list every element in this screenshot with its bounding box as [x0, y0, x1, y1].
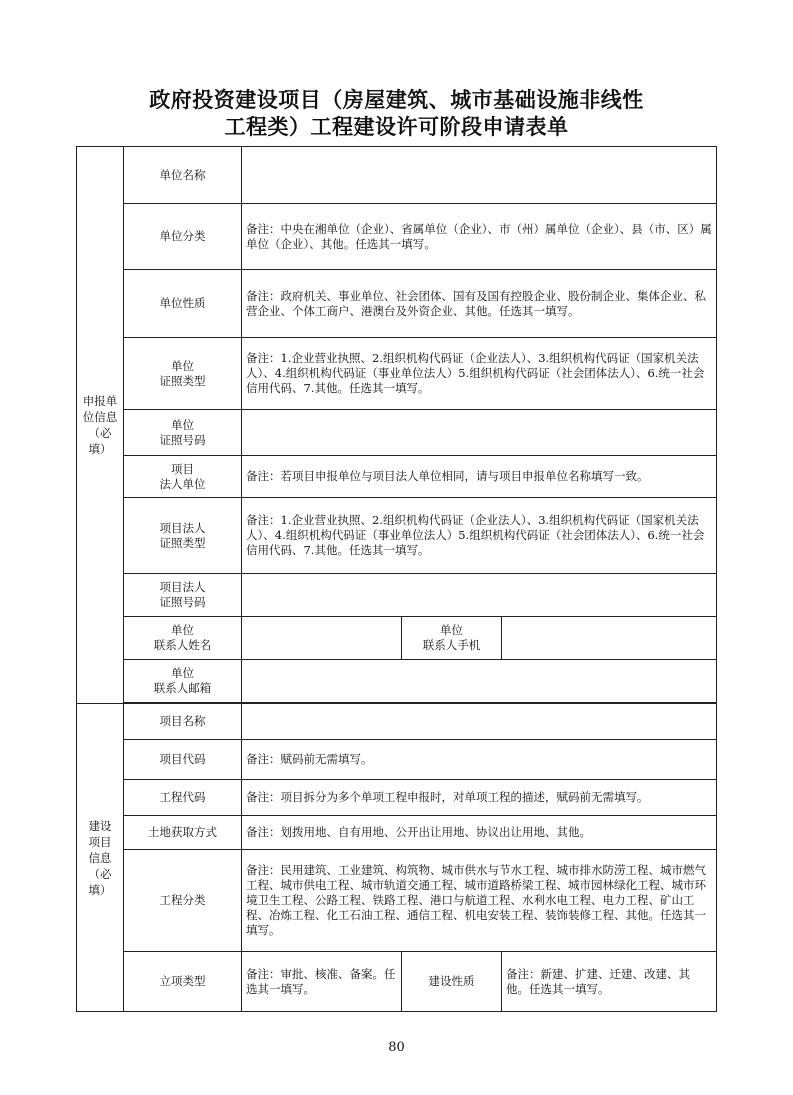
- form-row: [77, 617, 717, 660]
- unit-cert-no-field[interactable]: [242, 410, 717, 456]
- form-row: [77, 456, 717, 498]
- form-row: [77, 816, 717, 850]
- unit-category-label: 单位分类: [124, 204, 242, 270]
- approval-type-note[interactable]: 备注：审批、核准、备案。任选其一填写。: [242, 952, 402, 1012]
- form-row: [77, 660, 717, 703]
- construction-nature-note[interactable]: 备注：新建、扩建、迁建、改建、其他。任选其一填写。: [502, 952, 717, 1012]
- unit-name-label: 单位名称: [124, 147, 242, 204]
- project-legal-unit-label: 项目 法人单位: [124, 456, 242, 498]
- form-row: [77, 204, 717, 270]
- project-code-note[interactable]: 备注：赋码前无需填写。: [242, 740, 717, 780]
- contact-name-label: 单位 联系人姓名: [124, 617, 242, 660]
- unit-category-note[interactable]: 备注：中央在湘单位（企业）、省属单位（企业）、市（州）属单位（企业）、县（市、区）属单位（企业）、其他。任选其一填写。: [242, 204, 717, 270]
- land-method-label: 土地获取方式: [124, 816, 242, 850]
- legal-cert-type-label: 项目法人 证照类型: [124, 498, 242, 574]
- contact-phone-field[interactable]: [502, 617, 717, 660]
- form-row: [77, 410, 717, 456]
- unit-cert-type-note[interactable]: 备注：1.企业营业执照、2.组织机构代码证（企业法人）、3.组织机构代码证（国家机关法人）、4.组织机构代码证（事业单位法人）5.组织机构代码证（社会团体法人）、6.统一社会信用代码、7.其他。任选其一填写。: [242, 338, 717, 410]
- unit-nature-note[interactable]: 备注：政府机关、事业单位、社会团体、国有及国有控股企业、股份制企业、集体企业、私营企业、个体工商户、港澳台及外资企业、其他。任选其一填写。: [242, 270, 717, 338]
- unit-cert-no-label: 单位 证照号码: [124, 410, 242, 456]
- land-method-note[interactable]: 备注：划拨用地、自有用地、公开出让用地、协议出让用地、其他。: [242, 816, 717, 850]
- legal-cert-no-field[interactable]: [242, 574, 717, 617]
- contact-name-field[interactable]: [242, 617, 402, 660]
- form-row: [77, 270, 717, 338]
- project-name-field[interactable]: [242, 704, 717, 740]
- project-code-label: 项目代码: [124, 740, 242, 780]
- unit-nature-label: 单位性质: [124, 270, 242, 338]
- contact-email-field[interactable]: [242, 660, 717, 703]
- page-number: 80: [388, 1040, 405, 1055]
- project-name-label: 项目名称: [124, 704, 242, 740]
- form-title-line1: 政府投资建设项目（房屋建筑、城市基础设施非线性: [149, 87, 644, 112]
- engineering-code-label: 工程代码: [124, 780, 242, 816]
- project-legal-unit-note[interactable]: 备注：若项目申报单位与项目法人单位相同，请与项目申报单位名称填写一致。: [242, 456, 717, 498]
- form-row: [77, 740, 717, 780]
- form-row: [77, 952, 717, 1012]
- form-row: [77, 498, 717, 574]
- legal-cert-no-label: 项目法人 证照号码: [124, 574, 242, 617]
- construction-nature-label: 建设性质: [402, 952, 502, 1012]
- form-row: [77, 850, 717, 952]
- engineering-category-note[interactable]: 备注：民用建筑、工业建筑、构筑物、城市供水与节水工程、城市排水防涝工程、城市燃气工程、城市供电工程、城市轨道交通工程、城市道路桥梁工程、城市园林绿化工程、城市环境卫生工程、公路工程、铁路工程、港口与航道工程、水利水电工程、电力工程、矿山工程、冶炼工程、化工石油工程、通信工程、机电安装工程、装饰装修工程、其他。任选其一填写。: [242, 850, 717, 952]
- contact-phone-label: 单位 联系人手机: [402, 617, 502, 660]
- engineering-category-label: 工程分类: [124, 850, 242, 952]
- approval-type-label: 立项类型: [124, 952, 242, 1012]
- form-row: [77, 338, 717, 410]
- applicant-group-label: 申报单 位信息 （必 填）: [77, 147, 124, 704]
- unit-name-field[interactable]: [242, 147, 717, 204]
- contact-email-label: 单位 联系人邮箱: [124, 660, 242, 703]
- unit-cert-type-label: 单位 证照类型: [124, 338, 242, 410]
- form-row: [77, 780, 717, 816]
- legal-cert-type-note[interactable]: 备注：1.企业营业执照、2.组织机构代码证（企业法人）、3.组织机构代码证（国家机关法人）、4.组织机构代码证（事业单位法人）5.组织机构代码证（社会团体法人）、6.统一社会信用代码、7.其他。任选其一填写。: [242, 498, 717, 574]
- form-row: [77, 574, 717, 617]
- form-title-line2: 工程类）工程建设许可阶段申请表单: [224, 114, 569, 139]
- engineering-code-note[interactable]: 备注：项目拆分为多个单项工程申报时，对单项工程的描述，赋码前无需填写。: [242, 780, 717, 816]
- application-form-table: [76, 146, 717, 1012]
- project-group-label: 建设 项目 信息 （必 填）: [77, 704, 124, 1012]
- form-row: [77, 704, 717, 740]
- form-row: [77, 147, 717, 204]
